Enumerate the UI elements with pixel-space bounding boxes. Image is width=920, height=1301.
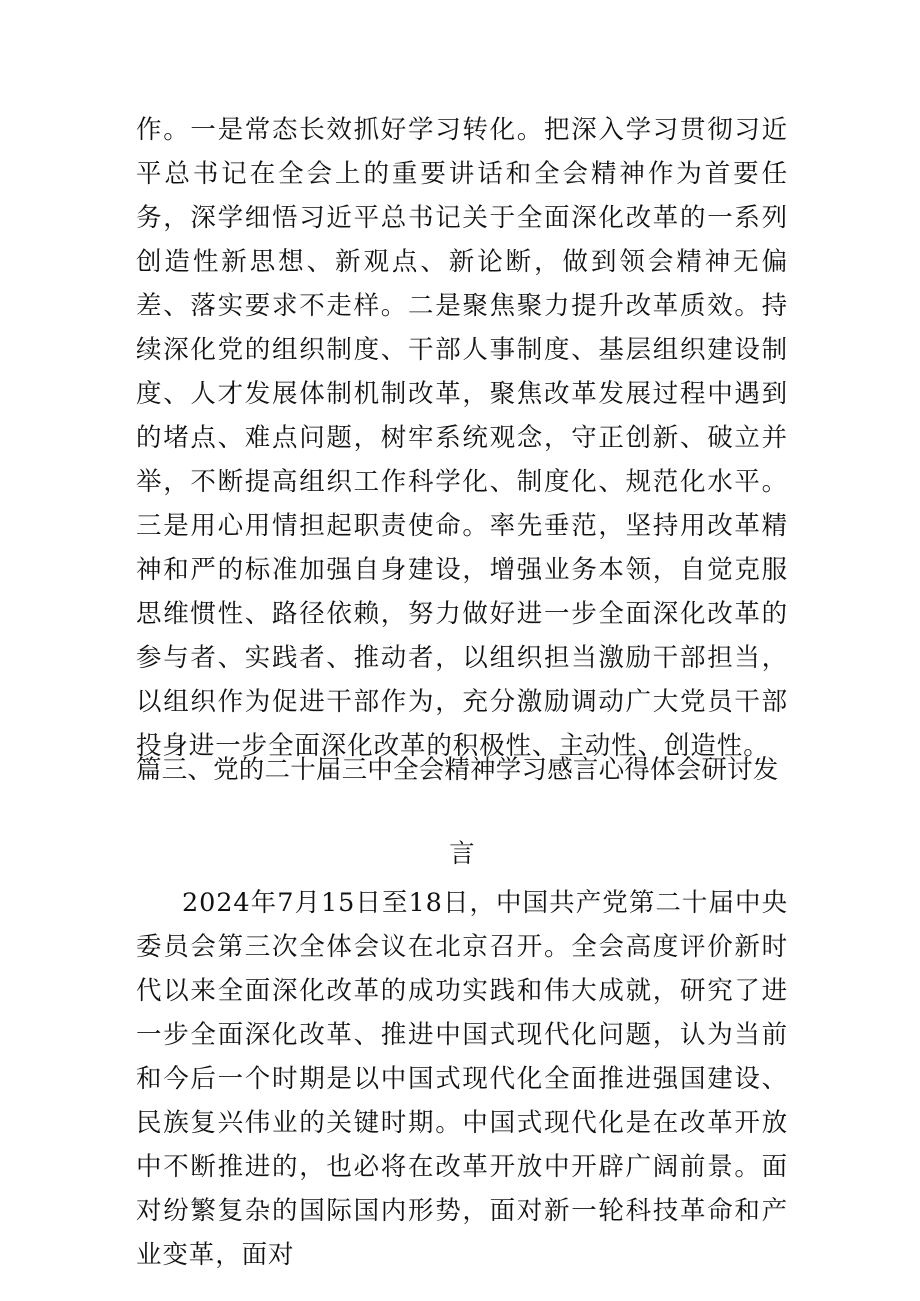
section-heading-line-2: 言 (449, 839, 475, 869)
body-paragraph-continued: 作。一是常态长效抓好学习转化。把深入学习贯彻习近平总书记在全会上的重要讲话和全会精神作为首要任务，深学细悟习近平总书记关于全面深化改革的一系列创造性新思想、新观点、新论断，做到领会精神无偏差、落实要求不走样。二是聚焦聚力提升改革质效。持续深化党的组织制度、干部人事制度、基层组织建设制度、人才发展体制机制改革，聚焦改革发展过程中遇到的堵点、难点问题，树牢系统观念，守正创新、破立并举，不断提高组织工作科学化、制度化、规范化水平。三是用心用情担起职责使命。率先垂范，坚持用改革精神和严的标准加强自身建设，增强业务本领，自觉克服思维惯性、路径依赖，努力做好进一步全面深化改革的参与者、实践者、推动者，以组织担当激励干部担当，以组织作为促进干部作为，充分激励调动广大党员干部投身进一步全面深化改革的积极性、主动性、创造性。 (136, 115, 788, 761)
body-paragraph-section-three: 2024年7月15日至18日，中国共产党第二十届中央委员会第三次全体会议在北京召开。全会高度评价新时代以来全面深化改革的成功实践和伟大成就，研究了进一步全面深化改革、推进中国式现代化问题，认为当前和今后一个时期是以中国式现代化全面推进强国建设、民族复兴伟业的关键时期。中国式现代化是在改革开放中不断推进的，也必将在改革开放中开辟广阔前景。面对纷繁复杂的国际国内形势，面对新一轮科技革命和产业变革，面对 (136, 888, 788, 1270)
section-heading (136, 728, 788, 896)
section-heading-line-1: 篇三、党的二十届三中全会精神学习感言心得体会研讨发 (136, 755, 779, 785)
